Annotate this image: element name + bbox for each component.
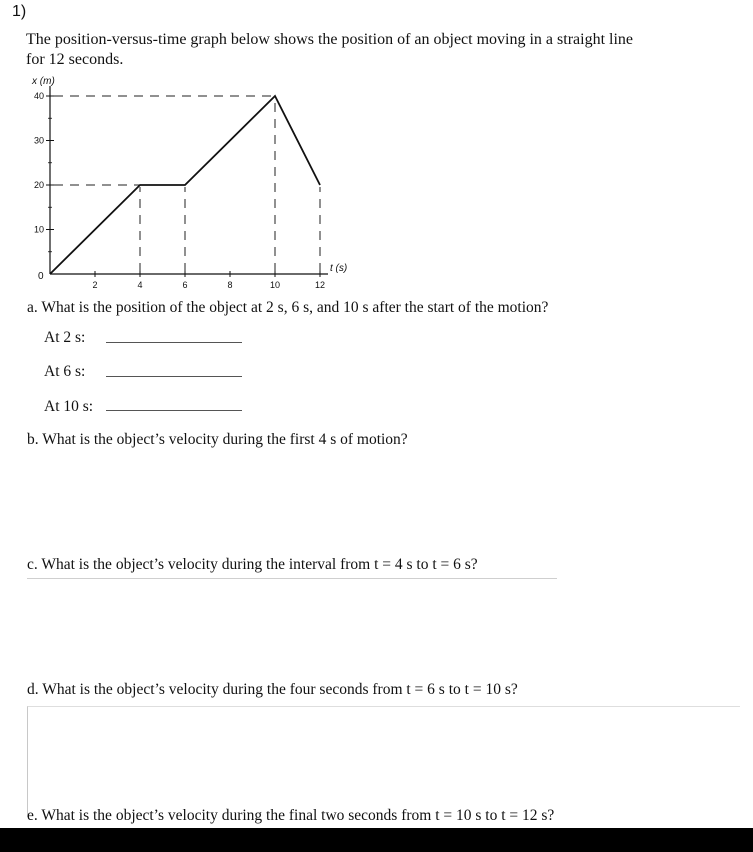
y-tick-label-40: 40 [33, 91, 44, 101]
x-tick-label-2: 2 [92, 280, 98, 290]
question-b: b. What is the object’s velocity during the first 4 s of motion? [27, 431, 408, 448]
x-tick-label-4: 4 [137, 280, 143, 290]
position-time-chart [22, 76, 372, 298]
axis-tick-labels [34, 91, 325, 290]
x-tick-label-6: 6 [182, 280, 188, 290]
answer-box-d[interactable] [27, 706, 740, 817]
x-tick-label-12: 12 [314, 280, 326, 290]
problem-intro-line-2: for 12 seconds. [26, 51, 124, 68]
x-tick-label-8: 8 [227, 280, 233, 290]
x-tick-label-10: 10 [269, 280, 281, 290]
question-number: 1) [12, 3, 27, 20]
answer-label-10s: At 10 s: [44, 398, 94, 415]
answer-area-divider-c [27, 578, 557, 579]
answer-label-2s: At 2 s: [44, 329, 86, 346]
question-a: a. What is the position of the object at 2 s, 6 s, and 10 s after the start of the motion? [27, 299, 549, 316]
question-d: d. What is the object’s velocity during the four seconds from t = 6 s to t = 10 s? [27, 681, 518, 698]
problem-intro-line-1: The position-versus-time graph below shows the position of an object moving in a straight line [26, 31, 634, 48]
origin-label: 0 [38, 271, 44, 282]
y-axis-label: x (m) [32, 76, 55, 87]
answer-blank-6s[interactable] [106, 376, 242, 377]
x-axis-label: t (s) [330, 263, 348, 274]
question-e: e. What is the object’s velocity during the final two seconds from t = 10 s to t = 12 s? [27, 807, 555, 824]
y-tick-label-10: 10 [33, 224, 44, 235]
y-tick-label-30: 30 [33, 135, 44, 146]
bottom-bar [0, 828, 753, 852]
y-tick-label-20: 20 [33, 180, 44, 190]
answer-blank-10s[interactable] [106, 410, 242, 411]
question-c: c. What is the object’s velocity during the interval from t = 4 s to t = 6 s? [27, 556, 478, 573]
axis-ticks [46, 96, 320, 277]
answer-blank-2s[interactable] [106, 342, 242, 343]
answer-label-6s: At 6 s: [44, 363, 86, 380]
